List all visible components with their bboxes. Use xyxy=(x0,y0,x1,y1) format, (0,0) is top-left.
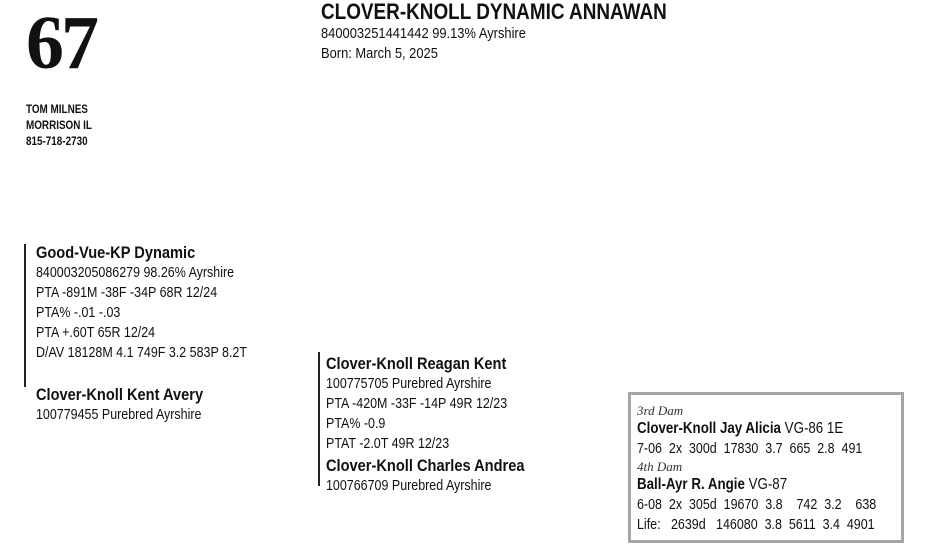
sire-bracket-bar xyxy=(24,244,26,387)
granddam-block xyxy=(326,455,557,496)
fourth-dam-record: 6-08 2x 305d 19670 3.8 742 3.2 638 xyxy=(637,497,877,513)
dam-block xyxy=(36,384,230,425)
consignor-name: TOM MILNES xyxy=(26,104,88,116)
fourth-dam-name: Ball-Ayr R. Angie xyxy=(637,476,745,493)
dam-bracket-bar xyxy=(318,352,320,486)
maternal-grandsire-line: PTA% -0.9 xyxy=(326,416,386,432)
lot-number: 67 xyxy=(26,1,96,85)
animal-name: CLOVER-KNOLL DYNAMIC ANNAWAN xyxy=(321,0,667,24)
fourth-dam-label: 4th Dam xyxy=(637,459,683,474)
third-dam-record: 7-06 2x 300d 17830 3.7 665 2.8 491 xyxy=(637,441,863,457)
animal-registration: 840003251441442 99.13% Ayrshire xyxy=(321,25,526,42)
granddam-line: 100766709 Purebred Ayrshire xyxy=(326,478,492,494)
sire-line: D/AV 18128M 4.1 749F 3.2 583P 8.2T xyxy=(36,345,247,361)
maternal-grandsire-block xyxy=(326,353,537,454)
sire-line: 840003205086279 98.26% Ayrshire xyxy=(36,265,235,281)
maternal-grandsire-line: 100775705 Purebred Ayrshire xyxy=(326,376,492,392)
dam-lineage-box xyxy=(628,392,904,543)
maternal-grandsire-name: Clover-Knoll Reagan Kent xyxy=(326,354,507,373)
third-dam-score: VG-86 1E xyxy=(784,420,844,437)
sire-name: Good-Vue-KP Dynamic xyxy=(36,243,196,262)
dam-line: 100779455 Purebred Ayrshire xyxy=(36,407,202,423)
animal-birth-date: Born: March 5, 2025 xyxy=(321,45,438,62)
third-dam-label: 3rd Dam xyxy=(637,403,684,418)
fourth-dam-name-line xyxy=(637,475,876,495)
consignor-location: MORRISON IL xyxy=(26,120,92,132)
fourth-dam-score: VG-87 xyxy=(748,476,788,493)
consignor-info xyxy=(26,102,103,150)
third-dam-name: Clover-Knoll Jay Alicia xyxy=(637,420,781,437)
third-dam-name-line xyxy=(637,419,876,439)
animal-header xyxy=(321,0,723,64)
fourth-dam-lifetime: Life: 2639d 146080 3.8 5611 3.4 4901 xyxy=(637,517,875,533)
maternal-grandsire-line: PTAT -2.0T 49R 12/23 xyxy=(326,436,450,452)
granddam-name: Clover-Knoll Charles Andrea xyxy=(326,456,525,475)
sire-block xyxy=(36,242,281,363)
sire-line: PTA +.60T 65R 12/24 xyxy=(36,325,156,341)
maternal-grandsire-line: PTA -420M -33F -14P 49R 12/23 xyxy=(326,396,508,412)
dam-name: Clover-Knoll Kent Avery xyxy=(36,385,204,404)
sire-line: PTA% -.01 -.03 xyxy=(36,305,121,321)
consignor-phone: 815-718-2730 xyxy=(26,136,88,148)
sire-line: PTA -891M -38F -34P 68R 12/24 xyxy=(36,285,218,301)
